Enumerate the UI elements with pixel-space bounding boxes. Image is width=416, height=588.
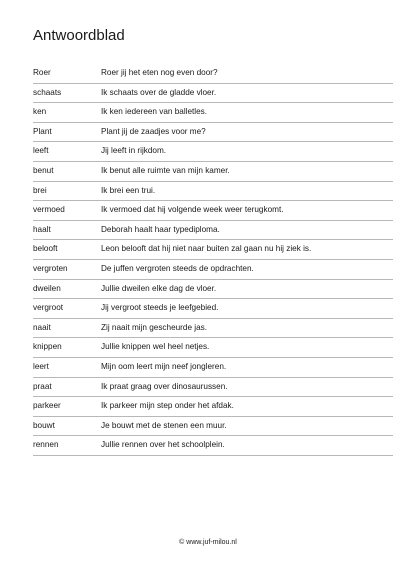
answer-row bbox=[33, 283, 393, 303]
answer-sentence: Zij naait mijn gescheurde jas. bbox=[101, 322, 208, 332]
answer-word: benut bbox=[33, 165, 54, 175]
answer-sentence: Ik parkeer mijn step onder het afdak. bbox=[101, 401, 234, 411]
footer-copyright: © www.juf-milou.nl bbox=[179, 539, 237, 546]
answer-word: rennen bbox=[33, 440, 59, 450]
answer-row bbox=[33, 341, 393, 361]
answer-word: bouwt bbox=[33, 420, 55, 430]
answer-list bbox=[33, 67, 393, 459]
answer-row bbox=[33, 381, 393, 401]
answer-sentence: Ik ken iedereen van balletles. bbox=[101, 107, 208, 117]
answer-row bbox=[33, 224, 393, 244]
answer-word: vergroot bbox=[33, 303, 64, 313]
answer-word: schaats bbox=[33, 87, 62, 97]
answer-sentence: Leon belooft dat hij niet naar buiten zal gaan nu hij ziek is. bbox=[101, 244, 312, 254]
answer-row bbox=[33, 322, 393, 342]
answer-word: brei bbox=[33, 185, 47, 195]
answer-row bbox=[33, 185, 393, 205]
answer-sentence: Jullie rennen over het schoolplein. bbox=[101, 440, 225, 450]
answer-row bbox=[33, 106, 393, 126]
answer-sentence: Plant jij de zaadjes voor me? bbox=[101, 126, 206, 136]
answer-word: dweilen bbox=[33, 283, 61, 293]
answer-row bbox=[33, 302, 393, 322]
answer-sentence: Jij vergroot steeds je leefgebied. bbox=[101, 303, 219, 313]
answer-row bbox=[33, 67, 393, 87]
answer-sentence: Ik vermoed dat hij volgende week weer terugkomt. bbox=[101, 205, 284, 215]
answer-row bbox=[33, 87, 393, 107]
answer-word: Plant bbox=[33, 126, 52, 136]
answer-row bbox=[33, 204, 393, 224]
answer-sentence: De juffen vergroten steeds de opdrachten. bbox=[101, 263, 254, 273]
answer-word: knippen bbox=[33, 342, 62, 352]
answer-word: leert bbox=[33, 361, 49, 371]
answer-row bbox=[33, 243, 393, 263]
answer-row bbox=[33, 420, 393, 440]
answer-word: Roer bbox=[33, 68, 51, 77]
answer-word: vermoed bbox=[33, 205, 65, 215]
answer-sentence: Jullie knippen wel heel netjes. bbox=[101, 342, 210, 352]
answer-word: vergroten bbox=[33, 263, 68, 273]
answer-sentence: Jij leeft in rijkdom. bbox=[101, 146, 167, 156]
answer-word: ken bbox=[33, 107, 47, 117]
answer-row bbox=[33, 361, 393, 381]
answer-word: naait bbox=[33, 322, 51, 332]
answer-sentence: Ik praat graag over dinosaurussen. bbox=[101, 381, 228, 391]
answer-sentence: Mijn oom leert mijn neef jongleren. bbox=[101, 361, 227, 371]
answer-row bbox=[33, 439, 393, 459]
answer-row bbox=[33, 126, 393, 146]
answer-word: leeft bbox=[33, 146, 49, 156]
answer-sentence: Jullie dweilen elke dag de vloer. bbox=[101, 283, 217, 293]
answer-row bbox=[33, 145, 393, 165]
answer-row bbox=[33, 400, 393, 420]
answer-word: praat bbox=[33, 381, 52, 391]
answer-word: haalt bbox=[33, 224, 51, 234]
answer-sentence: Je bouwt met de stenen een muur. bbox=[101, 420, 227, 430]
answer-sentence: Deborah haalt haar typediploma. bbox=[101, 224, 220, 234]
page-title: Antwoordblad bbox=[33, 27, 125, 44]
answer-sentence: Ik benut alle ruimte van mijn kamer. bbox=[101, 165, 230, 175]
answer-sentence: Ik brei een trui. bbox=[101, 185, 156, 195]
answer-sentence: Ik schaats over de gladde vloer. bbox=[101, 87, 217, 97]
answer-word: parkeer bbox=[33, 401, 61, 411]
answer-row bbox=[33, 263, 393, 283]
answer-row bbox=[33, 165, 393, 185]
answer-sentence: Roer jij het eten nog even door? bbox=[101, 68, 218, 77]
answer-word: belooft bbox=[33, 244, 58, 254]
